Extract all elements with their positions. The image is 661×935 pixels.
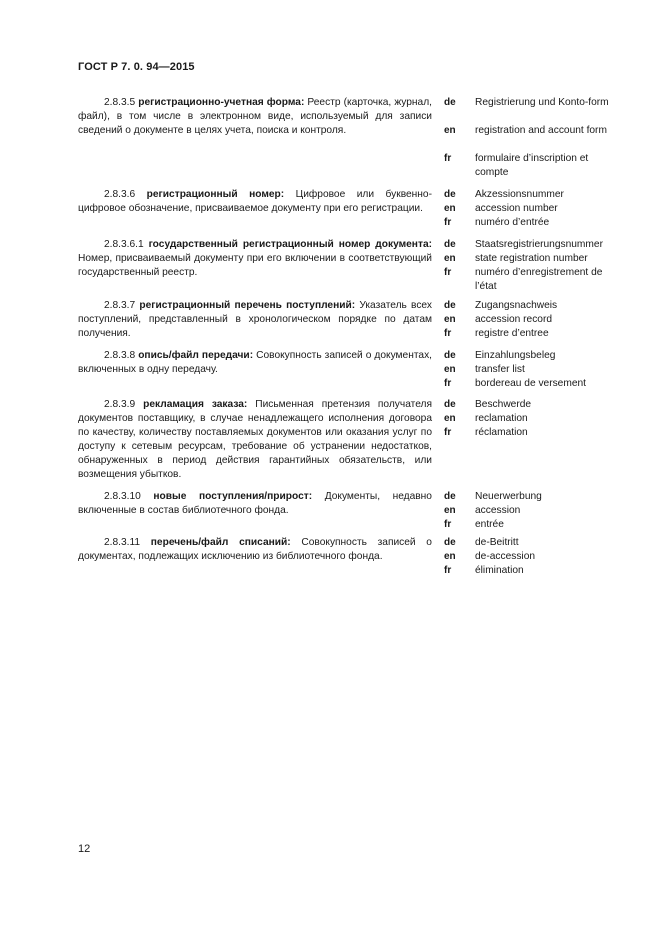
definition-text: Реестр (карточка, журнал, файл), в том числе в электронном виде, используемый для записи сведений о документе в целях учета, поиска и контроля. [78,97,432,136]
lang-code-fr: fr [444,519,452,530]
equiv-de: Staatsregistrierungsnummer [475,239,603,250]
definition-text: Документы, недавно включенные в состав библиотечного фонда. [78,491,432,516]
lang-code-de: de [444,300,456,311]
term-number: 2.8.3.7 [104,300,136,311]
equiv-fr: élimination [475,565,524,576]
equiv-fr: réclamation [475,427,528,438]
term-number: 2.8.3.5 [104,97,136,108]
equiv-de: Registrierung und Konto-form [475,97,609,108]
term-number: 2.8.3.8 [104,350,136,361]
term-name: регистрационный перечень поступлений: [139,300,356,311]
equiv-de: Beschwerde [475,399,532,410]
equiv-en: accession number [475,203,558,214]
lang-code-en: en [444,505,456,516]
lang-code-de: de [444,537,456,548]
lang-code-de: de [444,189,456,200]
lang-code-de: de [444,491,456,502]
equiv-en: transfer list [475,364,525,375]
lang-code-en: en [444,314,456,325]
term-number: 2.8.3.9 [104,399,136,410]
term-name: новые поступления/прирост: [153,491,313,502]
lang-code-fr: fr [444,427,452,438]
lang-code-fr: fr [444,267,452,278]
lang-code-en: en [444,364,456,375]
lang-code-en: en [444,125,456,136]
equiv-fr: registre d’entree [475,328,549,339]
lang-code-de: de [444,97,456,108]
lang-code-en: en [444,253,456,264]
equiv-fr: numéro d’entrée [475,217,550,228]
equiv-en: reclamation [475,413,528,424]
equiv-en: state registration number [475,253,588,264]
equiv-fr: bordereau de versement [475,378,586,389]
term-definition [78,188,432,216]
term-definition [78,536,432,564]
lang-code-en: en [444,413,456,424]
lang-code-de: de [444,239,456,250]
term-definition [78,96,432,138]
definition-text: Совокупность записей о документах, подлежащих исключению из библиотечного фонда. [78,537,432,562]
term-number: 2.8.3.6.1 [104,239,144,250]
term-name: рекламация заказа: [143,399,248,410]
term-number: 2.8.3.6 [104,189,136,200]
lang-code-en: en [444,203,456,214]
term-definition [78,349,432,377]
lang-code-de: de [444,350,456,361]
term-name: опись/файл передачи: [138,350,254,361]
equiv-fr: formulaire d’inscription et compte [475,153,589,178]
term-definition [78,398,432,482]
equiv-de: de-Beitritt [475,537,519,548]
equiv-de: Akzessionsnummer [475,189,564,200]
term-definition [78,490,432,518]
equiv-en: accession [475,505,521,516]
lang-code-fr: fr [444,565,452,576]
equiv-de: Einzahlungsbeleg [475,350,556,361]
term-number: 2.8.3.10 [104,491,141,502]
lang-code-fr: fr [444,378,452,389]
definition-text: Номер, присваиваемый документу при его включении в соответствующий государственный реестр. [78,253,432,278]
lang-code-de: de [444,399,456,410]
equiv-de: Zugangsnachweis [475,300,558,311]
term-name: регистрационно-учетная форма: [138,97,305,108]
lang-code-en: en [444,551,456,562]
term-definition [78,299,432,341]
lang-code-fr: fr [444,328,452,339]
equiv-en: registration and account form [475,125,607,136]
equiv-en: accession record [475,314,553,325]
page-number: 12 [78,843,91,855]
definition-text: Цифровое или буквенно-цифровое обозначение, присваиваемое документу при его регистрации. [78,189,432,214]
lang-code-fr: fr [444,153,452,164]
term-name: перечень/файл списаний: [150,537,291,548]
term-name: регистрационный номер: [146,189,285,200]
equiv-fr: numéro d’enregistrement de l’état [475,267,603,292]
term-name: государственный регистрационный номер документа: [148,239,432,250]
term-number: 2.8.3.11 [104,537,141,548]
equiv-fr: entrée [475,519,504,530]
definition-text: Совокупность записей о документах, включенных в одну передачу. [78,350,432,375]
equiv-de: Neuerwerbung [475,491,542,502]
term-definition [78,238,432,280]
lang-code-fr: fr [444,217,452,228]
equiv-en: de-accession [475,551,536,562]
definition-text: Указатель всех поступлений, представленный в хронологическом порядке по датам получения. [78,300,432,339]
definition-text: Письменная претензия получателя документов поставщику, в случае ненадлежащего исполнения договора по качеству, количеству поставляемых документов или оказания услуг по доступу к сетевым ресурсам, требование об устранении недостатков, обнаруженных в период действия гарантийных обязательств, или возмещения убытков. [78,399,432,480]
document-header: ГОСТ Р 7. 0. 94—2015 [78,61,195,73]
